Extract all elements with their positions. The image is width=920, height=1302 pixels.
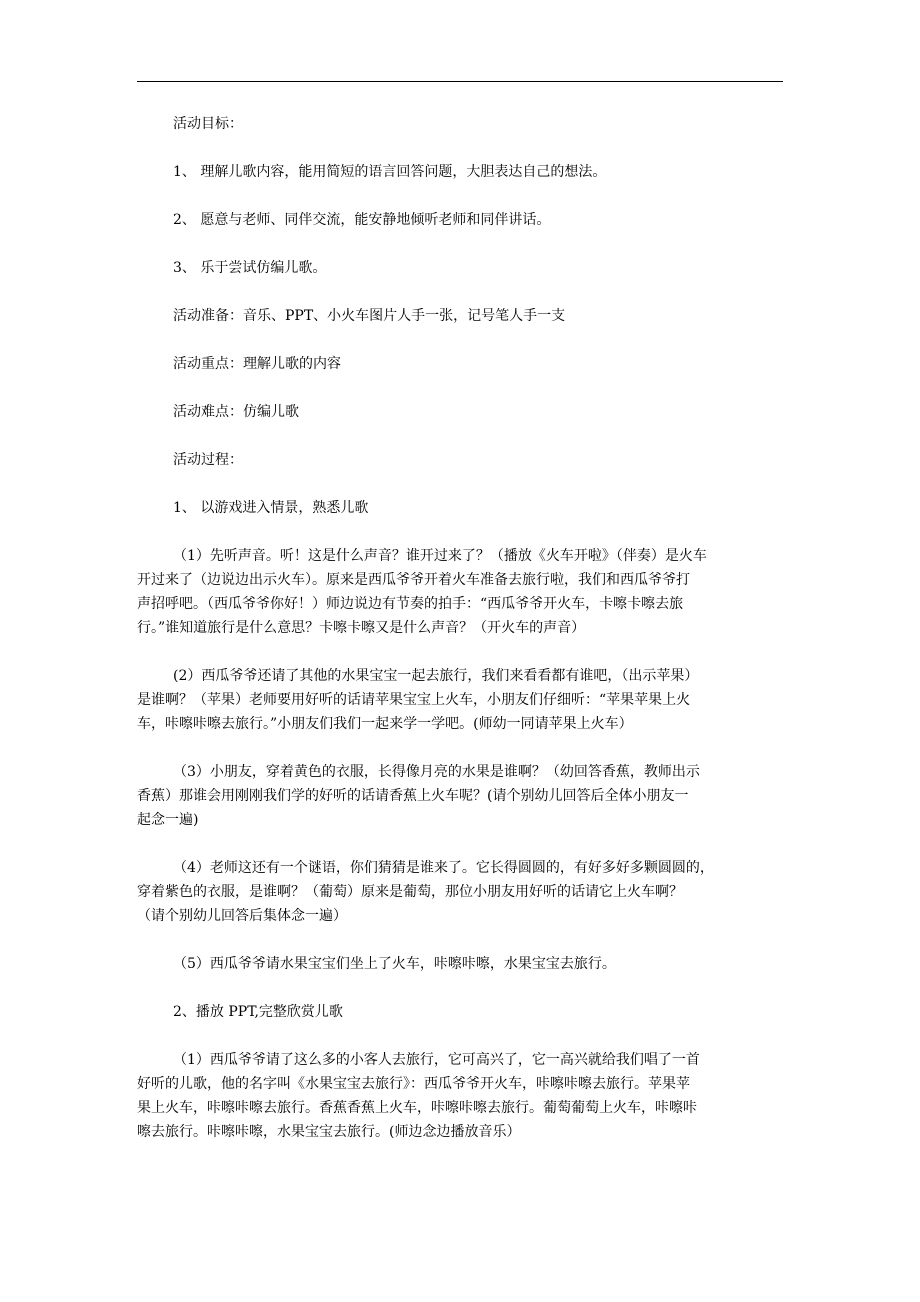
paragraph-line: 起念一遍) bbox=[137, 812, 199, 828]
paragraph-line: （3）小朋友，穿着黄色的衣服，长得像月亮的水果是谁啊？（幼回答香蕉，教师出示 bbox=[173, 764, 700, 780]
paragraph-line: （请个别幼儿回答后集体念一遍） bbox=[137, 908, 347, 924]
step-2-title: 2、播放 PPT,完整欣赏儿歌 bbox=[173, 1004, 343, 1020]
paragraph-line: (2）西瓜爷爷还请了其他的水果宝宝一起去旅行，我们来看看都有谁吧，（出示苹果） bbox=[173, 668, 699, 684]
paragraph-line: 穿着紫色的衣服，是谁啊？（葡萄）原来是葡萄，那位小朋友用好听的话请它上火车啊？ bbox=[137, 884, 683, 900]
paragraph-line: （4）老师这还有一个谜语，你们猜猜是谁来了。它长得圆圆的，有好多好多颗圆圆的， bbox=[173, 860, 714, 876]
objective-1: 1、 理解儿歌内容，能用简短的语言回答问题，大胆表达自己的想法。 bbox=[173, 164, 607, 180]
step-2-paragraph-1 bbox=[137, 1048, 783, 1144]
paragraph-line: 果上火车，咔嚓咔嚓去旅行。香蕉香蕉上火车，咔嚓咔嚓去旅行。葡萄葡萄上火车，咔嚓咔 bbox=[137, 1100, 697, 1116]
objective-3: 3、 乐于尝试仿编儿歌。 bbox=[173, 260, 327, 276]
paragraph-line: 嚓去旅行。咔嚓咔嚓，水果宝宝去旅行。(师边念边播放音乐） bbox=[137, 1124, 521, 1140]
objective-2: 2、 愿意与老师、同伴交流，能安静地倾听老师和同伴讲话。 bbox=[173, 212, 551, 228]
step-1-paragraph-4 bbox=[137, 856, 783, 928]
paragraph-line: 行。”谁知道旅行是什么意思？卡嚓卡嚓又是什么声音？（开火车的声音） bbox=[137, 620, 586, 636]
paragraph-line: 是谁啊？（苹果）老师要用好听的话请苹果宝宝上火车，小朋友们仔细听：“苹果苹果上火 bbox=[137, 692, 691, 708]
paragraph-line: 车，咔嚓咔嚓去旅行。”小朋友们我们一起来学一学吧。(师幼一同请苹果上火车） bbox=[137, 716, 633, 732]
step-1-paragraph-1 bbox=[137, 544, 783, 640]
step-1-title: 1、 以游戏进入情景，熟悉儿歌 bbox=[173, 500, 369, 516]
paragraph-line: 好听的儿歌，他的名字叫《水果宝宝去旅行》：西瓜爷爷开火车，咔嚓咔嚓去旅行。苹果苹 bbox=[137, 1076, 690, 1092]
preparation: 活动准备：音乐、PPT、小火车图片人手一张，记号笔人手一支 bbox=[173, 308, 566, 324]
document-body bbox=[137, 112, 783, 1144]
key-point: 活动重点：理解儿歌的内容 bbox=[173, 356, 341, 372]
paragraph-line: 开过来了（边说边出示火车）。原来是西瓜爷爷开着火车准备去旅行啦，我们和西瓜爷爷打 bbox=[137, 572, 690, 588]
paragraph-line: 声招呼吧。（西瓜爷爷你好！）师边说边有节奏的拍手：“西瓜爷爷开火车，卡嚓卡嚓去旅 bbox=[137, 596, 684, 612]
step-1-paragraph-3 bbox=[137, 760, 783, 832]
step-1-paragraph-2 bbox=[137, 664, 783, 736]
paragraph-line: 香蕉）那谁会用刚刚我们学的好听的话请香蕉上火车呢？(请个别幼儿回答后全体小朋友一 bbox=[137, 788, 689, 804]
paragraph-line: （1）先听声音。听！这是什么声音？谁开过来了？（播放《火车开啦》（伴奏）是火车 bbox=[173, 548, 707, 564]
paragraph-line: （5）西瓜爷爷请水果宝宝们坐上了火车，咔嚓咔嚓，水果宝宝去旅行。 bbox=[173, 956, 616, 972]
step-1-paragraph-5 bbox=[137, 952, 783, 976]
objectives-title: 活动目标： bbox=[173, 116, 243, 132]
header-rule bbox=[137, 81, 783, 82]
difficulty: 活动难点：仿编儿歌 bbox=[173, 404, 299, 420]
process-title: 活动过程： bbox=[173, 452, 243, 468]
paragraph-line: （1）西瓜爷爷请了这么多的小客人去旅行，它可高兴了，它一高兴就给我们唱了一首 bbox=[173, 1052, 700, 1068]
